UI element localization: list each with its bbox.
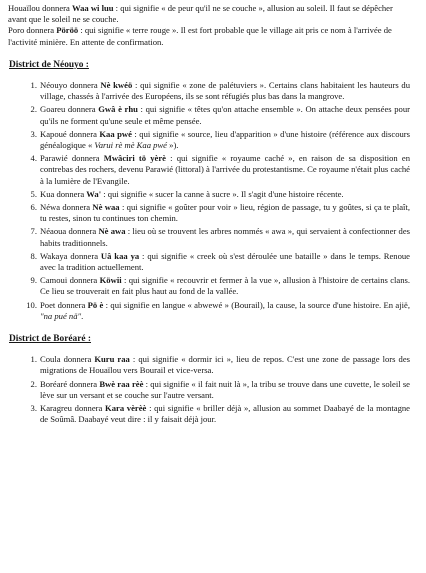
list-item-number: 5. (30, 188, 37, 199)
list-item-text (40, 189, 410, 200)
text-fragment: Coula donnera (40, 354, 95, 365)
intro-section (8, 3, 410, 48)
list-item (8, 379, 410, 401)
list-item-text (40, 202, 410, 224)
text-fragment: Boréaré donnera (40, 378, 100, 389)
text-fragment: : qui signifie « zone de palétuviers ». Certains clans habitaient les hauteurs du village, chassés à l'arrivée des Européens, ils se sont réfugiés plus bas dans la mangrove. (40, 80, 410, 102)
place-name-native: Bwè raa rèè (99, 378, 144, 389)
place-name-native: Nè kwéö (100, 80, 133, 91)
districts-container (8, 60, 410, 426)
text-fragment: : qui signifie « terre rouge ». Il est fort probable que le village ait pris ce nom à l'arrivée de l'activité minière. En attente de confirmation. (8, 25, 392, 47)
list-item-number: 2. (30, 104, 37, 115)
list-item-text (40, 354, 410, 376)
list-item-number: 2. (30, 378, 37, 389)
place-list (8, 354, 410, 425)
text-fragment: : qui signifie « goûter pour voir » lieu, région de passage, tu y goûtes, si ça te plaît, tu restes, sinon tu continues ton chemin. (40, 202, 410, 224)
place-name-native: Köwii (99, 275, 122, 286)
list-item-text (40, 153, 410, 187)
place-name-native: Uâ kaa ya (100, 250, 140, 261)
text-fragment: Kapoué donnera (40, 128, 100, 139)
list-item-text (40, 80, 410, 102)
list-item-number: 9. (30, 275, 37, 286)
list-item-number: 4. (30, 153, 37, 164)
list-item (8, 226, 410, 248)
text-fragment: : qui signifie « recouvrir et fermer à la vue », allusion à l'histoire de certains clans. Ce lieu se trouverait en fait plus haut au fond de la vallée. (40, 275, 411, 297)
italic-quote: "na pué nä" (40, 310, 82, 321)
text-fragment: : lieu où se trouvent les arbres nommés « awa », qui servaient à confectionner des habits traditionnels. (40, 226, 410, 248)
text-fragment: : qui signifie « dormir ici », lieu de repos. C'est une zone de passage lors des migrations de Houaïlou vers Bourail et vice-versa. (40, 354, 410, 376)
intro-paragraph (8, 25, 410, 47)
text-fragment: Houaïlou donnera (8, 3, 72, 13)
list-item-number: 6. (30, 202, 37, 213)
list-item (8, 354, 410, 376)
place-name-native: Kara vèrèè (105, 403, 147, 414)
list-item (8, 275, 410, 297)
place-name-native: Kuru raa (94, 354, 130, 365)
place-name-native: Nè waa (92, 202, 120, 213)
text-fragment: Goareu donnera (40, 104, 99, 115)
list-item (8, 251, 410, 273)
place-name-native: Nè awa (98, 226, 126, 237)
text-fragment: Kua donnera (40, 188, 87, 199)
list-item-text (40, 275, 410, 297)
list-item-text (40, 379, 410, 401)
list-item (8, 403, 410, 425)
text-fragment: Wakaya donnera (40, 250, 101, 261)
italic-quote: Varui rè mè Kaa pwé (94, 140, 167, 151)
list-item-text (40, 251, 410, 273)
list-item-number: 1. (30, 354, 37, 365)
list-item (8, 153, 410, 187)
district-boreare (8, 334, 410, 425)
text-fragment: : qui signifie « têtes qu'on attache ensemble ». On attache deux pensées pour qu'ils ne forment qu'une seule et même pensée. (40, 104, 411, 126)
text-fragment: : qui signifie en langue « abwewé » (Bourail), la cause, la source d'une histoire. En ajië, (103, 299, 410, 310)
text-fragment: Néaoua donnera (40, 226, 99, 237)
list-item-text (40, 300, 410, 322)
place-name-native: Gwâ è rhu (98, 104, 138, 115)
district-heading: District de Boréaré : (9, 334, 91, 345)
list-item-text (40, 104, 410, 126)
list-item-text (40, 129, 410, 151)
text-fragment: Néouyo donnera (40, 80, 101, 91)
list-item (8, 104, 410, 126)
list-item-number: 3. (30, 403, 37, 414)
text-fragment: : qui signifie « de peur qu'il ne se couche », allusion au soleil. Il faut se dépêcher avant que le soleil ne se couche. (8, 3, 393, 25)
text-fragment: : qui signifie « il fait nuit là », la tribu se trouve dans une cuvette, le soleil se lève sur un versant et se couche sur l'autre versant. (40, 378, 411, 400)
text-fragment: . (81, 310, 84, 321)
place-name-native: Pö è (87, 299, 104, 310)
list-item (8, 189, 410, 200)
intro-paragraph (8, 3, 410, 25)
list-item-number: 3. (30, 128, 37, 139)
text-fragment: : qui signifie « creek où s'est déroulée une bataille » dans le temps. Renoue avec la tradition actuellement. (40, 250, 411, 273)
place-name-native: Kaa pwé (99, 128, 132, 139)
text-fragment: Parawié donnera (40, 153, 104, 164)
text-fragment: : qui signifie « sucer la canne à sucre ». Il s'agit d'une histoire récente. (101, 188, 344, 199)
text-fragment: Poro donnera (8, 25, 57, 36)
district-heading: District de Néouyo : (9, 59, 89, 70)
list-item (8, 300, 410, 322)
list-item-text (40, 403, 410, 425)
list-item (8, 129, 410, 151)
district-neouyo (8, 60, 410, 322)
text-fragment: Poet donnera (40, 299, 88, 310)
list-item-number: 7. (30, 226, 37, 237)
text-fragment: Camoui donnera (40, 275, 100, 286)
text-fragment: : qui signifie « royaume caché », en raison de sa disposition en contrebas des rochers, devenu Parawié (littoral) à l'arrivée du protestantisme. Ce royaume n'était plus caché à la lumière de l'Evangile. (40, 153, 411, 186)
text-fragment: : qui signifie « briller déjà », allusion au sommet Daabayé de la montagne de Soûmâ. Daabayé veut dire : il y faisait déjà jour. (40, 403, 410, 425)
list-item-number: 10. (26, 299, 37, 310)
text-fragment: Karagreu donnera (40, 403, 106, 414)
list-item-text (40, 226, 410, 248)
text-fragment: »). (167, 140, 179, 151)
place-name-native: Mwâciri tö yèrè (103, 153, 166, 164)
place-name-native: Waa wi luu (71, 3, 114, 13)
text-fragment: : qui signifie « source, lieu d'apparition » d'une histoire (référence aux discours généalogique « (40, 128, 410, 151)
list-item-number: 8. (30, 250, 37, 261)
text-fragment: Néwa donnera (40, 202, 93, 213)
list-item (8, 202, 410, 224)
place-name-native: Pöröö (56, 25, 79, 36)
place-list (8, 80, 410, 322)
list-item (8, 80, 410, 102)
list-item-number: 1. (30, 80, 37, 91)
place-name-native: Wa' (86, 188, 102, 199)
